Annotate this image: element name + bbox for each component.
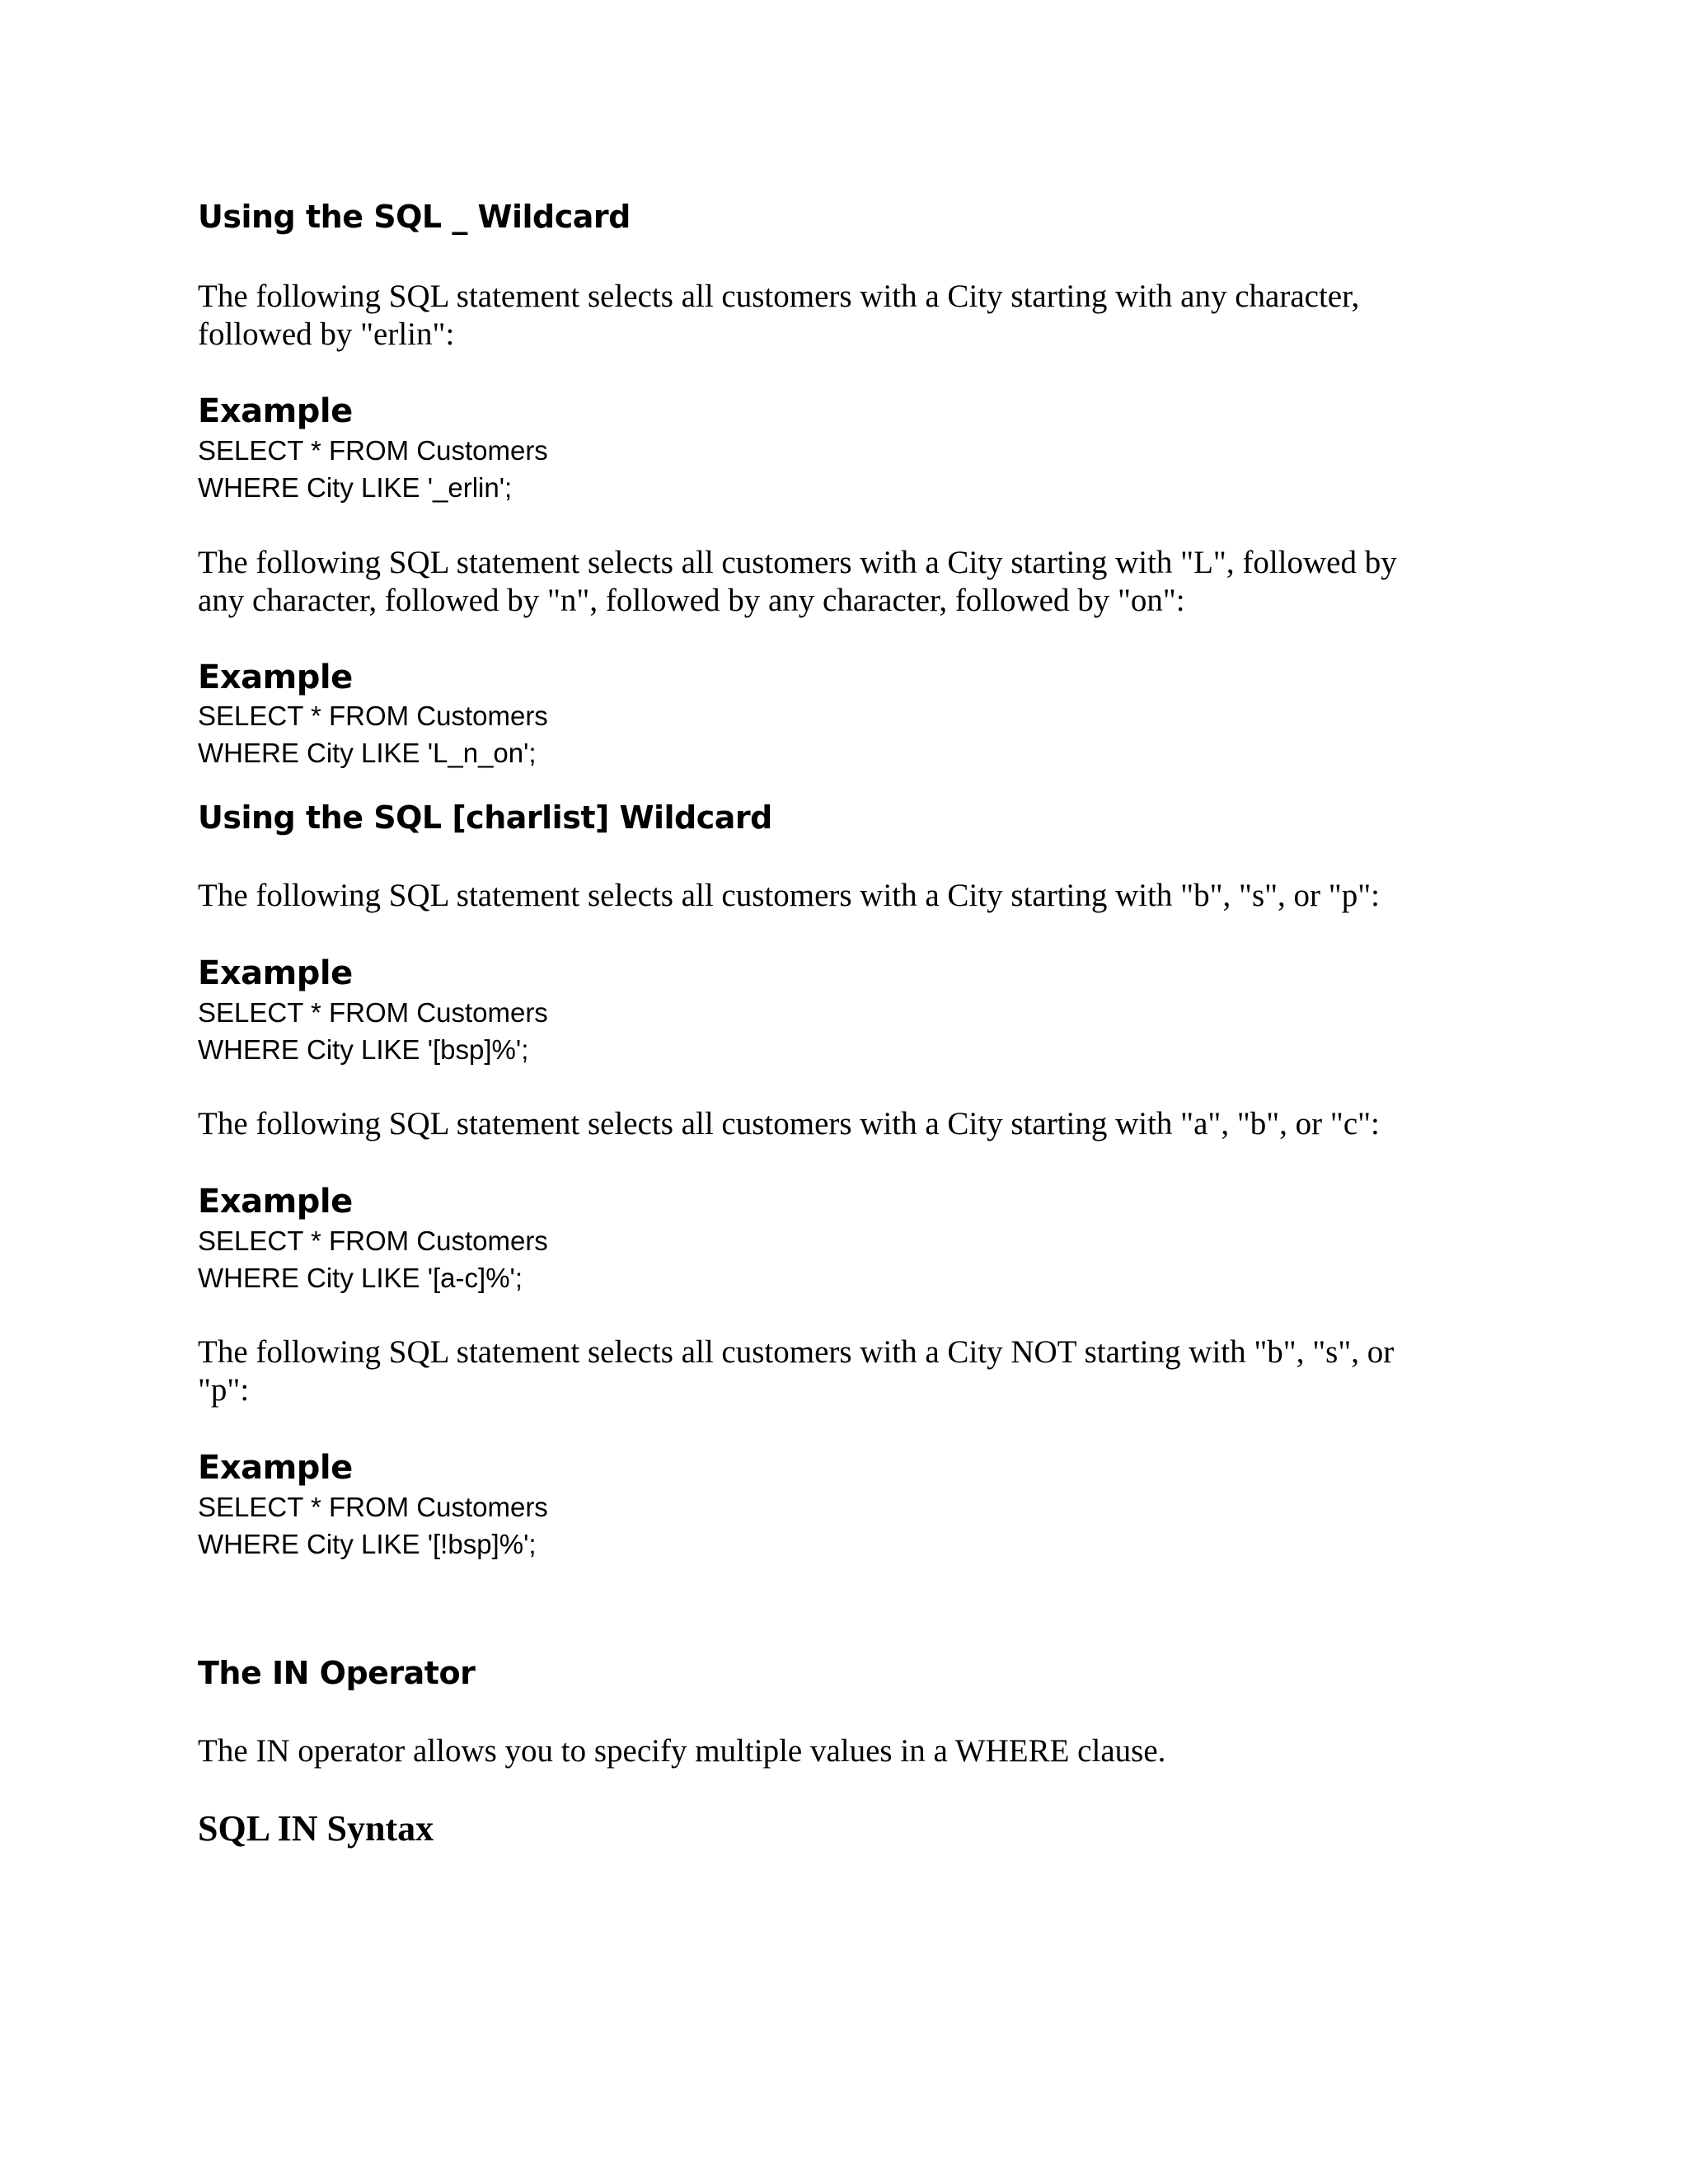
code-example-bsp	[198, 994, 548, 1068]
paragraph-line: The following SQL statement selects all customers with a City starting with "L", followed by	[198, 545, 1397, 580]
code-line: WHERE City LIKE '[a-c]%';	[198, 1263, 523, 1293]
heading-sql-underscore-wildcard: Using the SQL _ Wildcard	[198, 199, 631, 235]
example-label: Example	[198, 1449, 353, 1487]
paragraph-line: followed by "erlin":	[198, 316, 455, 352]
code-line: SELECT * FROM Customers	[198, 435, 548, 466]
paragraph-line: The following SQL statement selects all customers with a City starting with any character,	[198, 279, 1360, 314]
code-example-a-c	[198, 1222, 548, 1296]
example-label: Example	[198, 658, 353, 696]
paragraph-charlist-not	[198, 1333, 1394, 1409]
paragraph-line: The following SQL statement selects all customers with a City NOT starting with "b", "s", or	[198, 1334, 1395, 1370]
code-line: WHERE City LIKE '[bsp]%';	[198, 1034, 529, 1065]
code-line: SELECT * FROM Customers	[198, 997, 548, 1028]
code-example-erlin	[198, 432, 548, 506]
code-example-not-bsp	[198, 1488, 548, 1563]
paragraph-underscore-intro	[198, 278, 1359, 354]
example-label: Example	[198, 392, 353, 430]
heading-in-operator: The IN Operator	[198, 1655, 476, 1691]
code-line: WHERE City LIKE '[!bsp]%';	[198, 1529, 537, 1559]
heading-sql-charlist-wildcard: Using the SQL [charlist] Wildcard	[198, 799, 772, 836]
paragraph-underscore-second	[198, 544, 1397, 620]
example-label: Example	[198, 954, 353, 992]
paragraph-charlist-bsp: The following SQL statement selects all customers with a City starting with "b", "s", or "p":	[198, 878, 1380, 913]
paragraph-line: any character, followed by "n", followed by any character, followed by "on":	[198, 583, 1185, 618]
paragraph-charlist-a-c: The following SQL statement selects all customers with a City starting with "a", "b", or "c":	[198, 1106, 1380, 1141]
code-line: SELECT * FROM Customers	[198, 1492, 548, 1522]
paragraph-in-operator: The IN operator allows you to specify multiple values in a WHERE clause.	[198, 1733, 1166, 1769]
code-line: SELECT * FROM Customers	[198, 701, 548, 731]
code-line: WHERE City LIKE 'L_n_on';	[198, 738, 537, 768]
code-line: SELECT * FROM Customers	[198, 1226, 548, 1256]
example-label: Example	[198, 1183, 353, 1221]
code-line: WHERE City LIKE '_erlin';	[198, 472, 513, 503]
code-example-l-n-on	[198, 697, 548, 771]
heading-sql-in-syntax: SQL IN Syntax	[198, 1808, 434, 1849]
paragraph-line: "p":	[198, 1372, 250, 1408]
